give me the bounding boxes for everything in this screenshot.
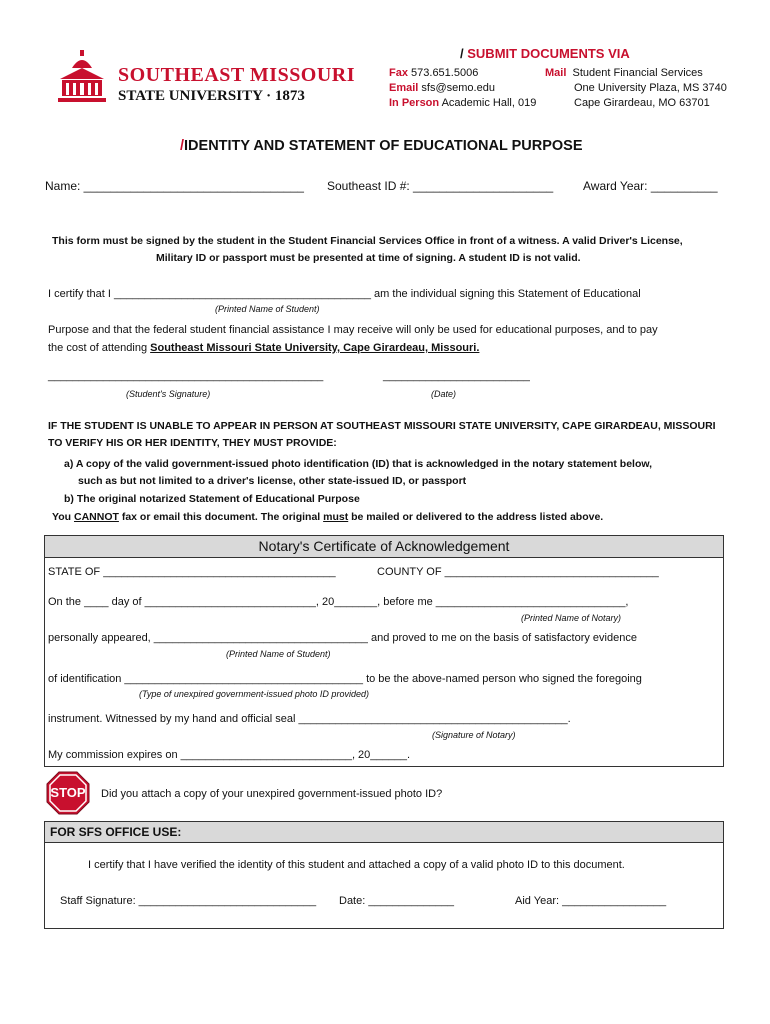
notary-commission[interactable]: My commission expires on ____________________________, 20______. [48, 749, 411, 761]
mail-line3: Cape Girardeau, MO 63701 [574, 97, 710, 109]
student-signature-blank[interactable]: _____________________________________________ [48, 370, 324, 382]
notary-day-line[interactable]: On the ____ day of ____________________________, 20_______, before me _______________________________, [48, 596, 629, 608]
title-slash: / [180, 138, 185, 154]
fax-value: 573.651.5006 [411, 67, 479, 79]
unable-line2: TO VERIFY HIS OR HER IDENTITY, THEY MUST PROVIDE: [48, 437, 337, 449]
in-person-value: Academic Hall, 019 [441, 97, 537, 109]
submit-heading [460, 46, 630, 61]
title-text: IDENTITY AND STATEMENT OF EDUCATIONAL PURPOSE [184, 138, 583, 154]
notary-county[interactable]: COUNTY OF ___________________________________ [377, 566, 659, 578]
academic-hall-logo-icon [52, 50, 112, 110]
certify-line2: Purpose and that the federal student financial assistance I may receive will only be used for educational purposes, and to pay [48, 324, 658, 336]
logo-year: 1873 [274, 88, 305, 104]
unable-line1: IF THE STUDENT IS UNABLE TO APPEAR IN PERSON AT SOUTHEAST MISSOURI STATE UNIVERSITY, CAPE GIRARDEAU, MISSOURI [48, 420, 716, 432]
email-value[interactable]: sfs@semo.edu [421, 82, 495, 94]
date-hint: (Date) [431, 389, 457, 399]
logo-line2: STATE UNIVERSITY [118, 88, 263, 104]
student-signature-hint: (Student's Signature) [126, 389, 211, 399]
stop-sign-text: STOP [50, 785, 86, 800]
mail-line2: One University Plaza, MS 3740 [574, 82, 727, 94]
logo-line1: SOUTHEAST MISSOURI [118, 64, 356, 86]
printed-student-hint: (Printed Name of Student) [226, 649, 331, 659]
in-person-label: In Person [389, 97, 440, 109]
fax-label: Fax [389, 67, 408, 79]
notary-identification[interactable]: of identification _______________________________________ to be the above-named person who signed the foregoing [48, 673, 642, 685]
instructions-line2: Military ID or passport must be presented at time of signing. A student ID is not valid. [156, 252, 581, 264]
certify-line3: the cost of attending Southeast Missouri State University, Cape Girardeau, Missouri. [48, 342, 480, 354]
mail-label: Mail [545, 67, 567, 79]
certify-line1: I certify that I __________________________________________ am the individual signing this Statement of Educational [48, 288, 641, 300]
office-certify: I certify that I have verified the identity of this student and attached a copy of a valid photo ID to this document. [88, 859, 625, 871]
submit-title: SUBMIT DOCUMENTS VIA [467, 46, 630, 61]
printed-name-hint: (Printed Name of Student) [215, 304, 320, 314]
office-title: FOR SFS OFFICE USE: [50, 825, 182, 839]
logo: SOUTHEAST MISSOURI STATE UNIVERSITY · 1873 [52, 50, 342, 110]
email-label: Email [389, 82, 419, 94]
staff-signature-field[interactable]: Staff Signature: _____________________________ [60, 895, 317, 907]
unable-item-b: b) The original notarized Statement of Educational Purpose [64, 493, 360, 505]
unable-item-a1: a) A copy of the valid government-issued photo identification (ID) that is acknowledged in the notary statement below, [64, 458, 653, 470]
southeast-id-field[interactable]: Southeast ID #: _____________________ [327, 179, 554, 193]
office-box [44, 821, 724, 929]
unable-item-a2: such as but not limited to a driver's license, other state-issued ID, or passport [78, 475, 467, 487]
submit-slash: / [460, 46, 464, 61]
name-field[interactable]: Name: _________________________________ [45, 179, 304, 193]
notary-title: Notary's Certificate of Acknowledgement [258, 538, 510, 554]
page-title [180, 138, 583, 154]
date-blank[interactable]: ________________________ [383, 370, 530, 382]
signature-notary-hint: (Signature of Notary) [432, 730, 516, 740]
printed-notary-hint: (Printed Name of Notary) [521, 613, 622, 623]
stop-question: Did you attach a copy of your unexpired government-issued photo ID? [101, 788, 443, 800]
notary-state[interactable]: STATE OF ______________________________________ [48, 566, 336, 578]
instructions-line1: This form must be signed by the student in the Student Financial Services Office in front of a witness. A valid Driver's License, [52, 235, 683, 247]
office-date-field[interactable]: Date: ______________ [339, 895, 454, 907]
unable-warning: You CANNOT fax or email this document. The original must be mailed or delivered to the address listed above. [52, 511, 604, 523]
contact-left [389, 66, 536, 111]
aid-year-field[interactable]: Aid Year: _________________ [515, 895, 667, 907]
notary-appeared[interactable]: personally appeared, ___________________________________ and proved to me on the basis of satisfactory evidence [48, 632, 637, 644]
notary-instrument[interactable]: instrument. Witnessed by my hand and official seal ____________________________________________. [48, 713, 571, 725]
university-name: Southeast Missouri State University, Cape Girardeau, Missouri. [150, 342, 480, 354]
award-year-field[interactable]: Award Year: __________ [583, 179, 718, 193]
printed-name-blank[interactable]: __________________________________________ [114, 288, 371, 300]
contact-mail [545, 66, 727, 111]
id-type-hint: (Type of unexpired government-issued photo ID provided) [139, 689, 369, 699]
stop-sign-icon [46, 771, 90, 815]
mail-line1: Student Financial Services [572, 67, 703, 79]
